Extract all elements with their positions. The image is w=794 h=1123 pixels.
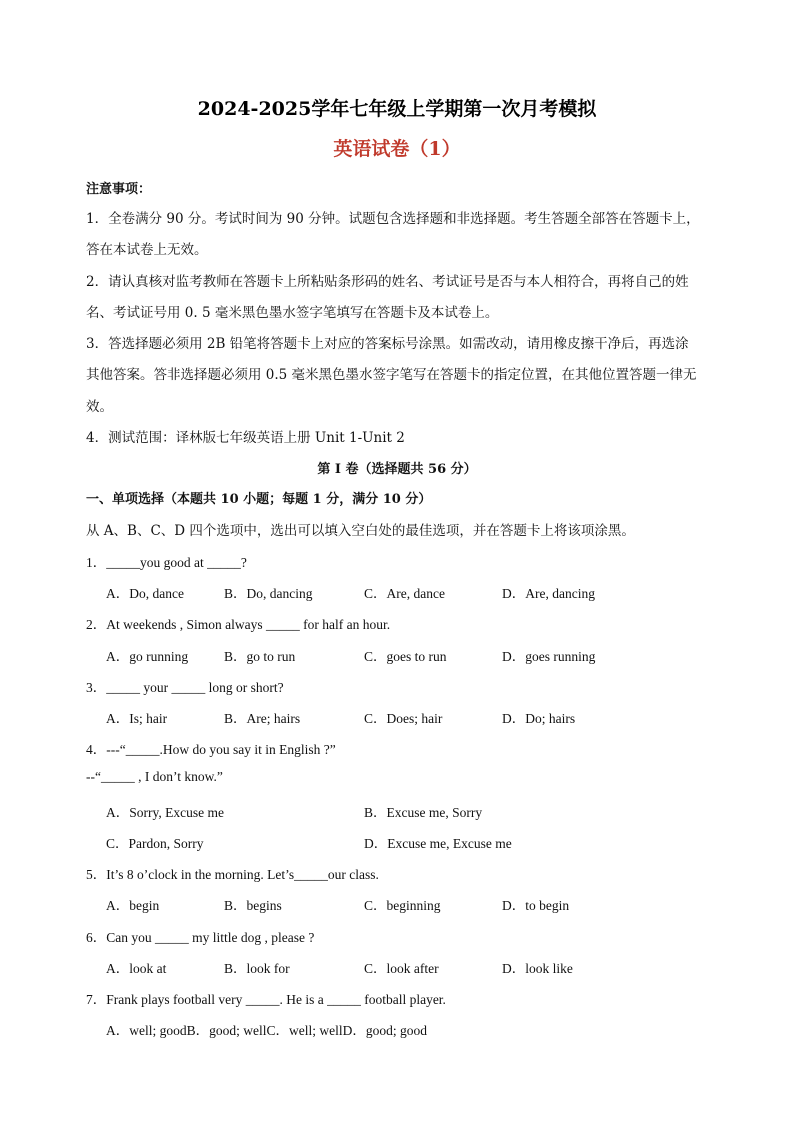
question-stem: 2．At weekends , Simon always _____ for half an hour. xyxy=(86,617,391,632)
option-b: B．look for xyxy=(224,961,290,976)
question-stem: 7．Frank plays football very _____. He is a _____ football player. xyxy=(86,992,446,1007)
notice-line: 1．全卷满分 90 分。考试时间为 90 分钟。试题包含选择题和非选择题。考生答题全部答在答题卡上， xyxy=(86,211,700,227)
question-stem: 6．Can you _____ my little dog , please ? xyxy=(86,930,315,945)
option-a: A．Do, dance xyxy=(106,586,184,601)
option-a: A．begin xyxy=(106,898,160,913)
option-c: C．Are, dance xyxy=(364,586,445,601)
notice-line: 答在本试卷上无效。 xyxy=(86,242,208,258)
notice-line: 效。 xyxy=(86,399,113,415)
notice-line: 3．答选择题必须用 2B 铅笔将答题卡上对应的答案标号涂黑。如需改动，请用橡皮擦干净后，再选涂 xyxy=(86,336,689,352)
section-instruction: 从 A、B、C、D 四个选项中，选出可以填入空白处的最佳选项，并在答题卡上将该项涂黑。 xyxy=(86,523,635,539)
question-stem: 4．---“_____.How do you say it in English ?” xyxy=(86,742,336,757)
notice-label: 注意事项： xyxy=(86,182,152,197)
option-c: C．Does; hair xyxy=(364,711,443,726)
option-c: C．goes to run xyxy=(364,649,447,664)
option-b: B．go to run xyxy=(224,649,296,664)
exam-subtitle: 英语试卷（1） xyxy=(333,138,461,160)
option-c: C．beginning xyxy=(364,898,441,913)
option-a: A．Is; hair xyxy=(106,711,168,726)
options-inline: A．well; goodB．good; wellC．well; wellD．good; good xyxy=(106,1023,427,1038)
option-a: A．Sorry, Excuse me xyxy=(106,805,224,820)
part-title: 第 I 卷（选择题共 56 分） xyxy=(317,462,477,477)
question-stem-response: --“_____ , I don’t know.” xyxy=(86,769,223,784)
notice-line: 4．测试范围：译林版七年级英语上册 Unit 1-Unit 2 xyxy=(86,430,405,446)
question-stem: 5．It’s 8 o’clock in the morning. Let’s_____our class. xyxy=(86,867,379,882)
option-d: D．to begin xyxy=(502,898,570,913)
notice-line: 2．请认真核对监考教师在答题卡上所粘贴条形码的姓名、考试证号是否与本人相符合，再将自己的姓 xyxy=(86,274,689,290)
option-d: D．goes running xyxy=(502,649,596,664)
question-stem: 1．_____you good at _____? xyxy=(86,555,247,570)
notice-line: 名、考试证号用 0. 5 毫米黑色墨水签字笔填写在答题卡及本试卷上。 xyxy=(86,305,499,321)
option-d: D．Excuse me, Excuse me xyxy=(364,836,512,851)
option-d: D．Are, dancing xyxy=(502,586,595,601)
option-c: C．look after xyxy=(364,961,439,976)
notice-line: 其他答案。答非选择题必须用 0.5 毫米黑色墨水签字笔写在答题卡的指定位置，在其他位置答题一律无 xyxy=(86,367,697,383)
option-b: B．Are; hairs xyxy=(224,711,301,726)
option-d: D．look like xyxy=(502,961,573,976)
question-stem: 3．_____ your _____ long or short? xyxy=(86,680,284,695)
option-b: B．Do, dancing xyxy=(224,586,313,601)
option-b: B．begins xyxy=(224,898,282,913)
option-c: C．Pardon, Sorry xyxy=(106,836,204,851)
exam-title: 2024-2025学年七年级上学期第一次月考模拟 xyxy=(197,98,597,120)
option-a: A．go running xyxy=(106,649,189,664)
option-a: A．look at xyxy=(106,961,167,976)
option-b: B．Excuse me, Sorry xyxy=(364,805,483,820)
section-heading: 一、单项选择（本题共 10 小题；每题 1 分，满分 10 分） xyxy=(86,492,432,507)
option-d: D．Do; hairs xyxy=(502,711,576,726)
